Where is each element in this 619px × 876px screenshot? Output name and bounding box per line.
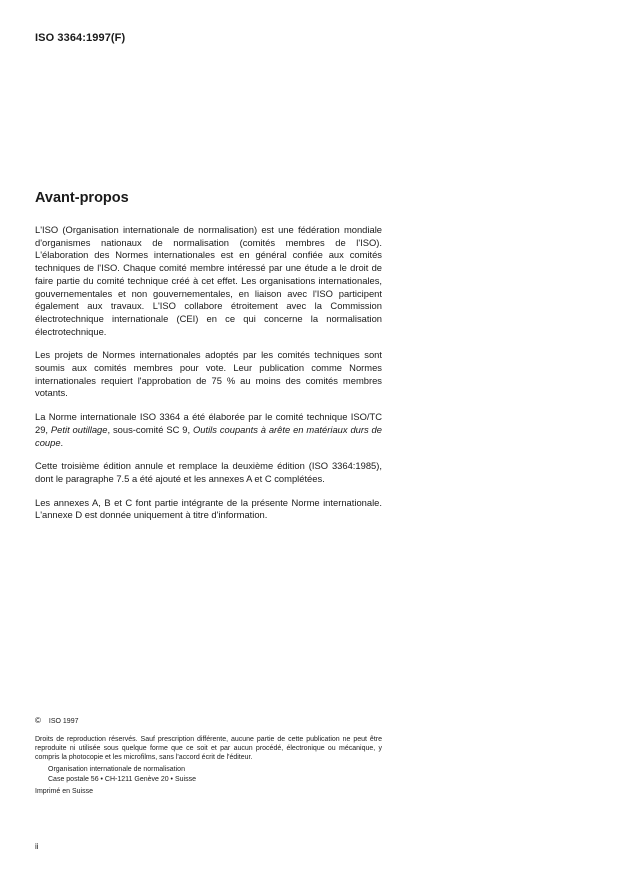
paragraph-2: Les projets de Normes internationales adoptés par les comités techniques sont soumis aux comités membres pour vote. Leur publication comme Normes internationales requiert l'approbation de 75 % au moins des comités membres votants.: [35, 349, 382, 399]
rights-notice: Droits de reproduction réservés. Sauf prescription différente, aucune partie de cette publication ne peut être reproduite ni utilisée sous quelque forme que ce soit et par aucun procédé, électronique ou mécanique, y compris la photocopie et les microfilms, sans l'accord écrit de l'éditeur.: [35, 736, 382, 761]
paragraph-3-end: .: [60, 436, 64, 448]
organisation-address: Case postale 56 • CH-1211 Genève 20 • Suisse: [48, 775, 196, 783]
paragraph-5: Les annexes A, B et C font partie intégrante de la présente Norme internationale. L'annexe D est donnée uniquement à titre d'information.: [35, 496, 382, 521]
copyright-icon: ©: [35, 716, 41, 725]
paragraph-1: L'ISO (Organisation internationale de normalisation) est une fédération mondiale d'organismes nationaux de normalisation (comités membres de l'ISO). L'élaboration des Normes internationales est en général confiée aux comités techniques de l'ISO. Chaque comité membre intéressé par une étude a le droit de faire partie du comité technique créé à cet effet. Les organisations internationales, gouvernementales et non gouvernementales, en liaison avec l'ISO participent également aux travaux. L'ISO collabore étroitement avec la Commission électrotechnique internationale (CEI) en ce qui concerne la normalisation électrotechnique.: [35, 224, 382, 337]
page-number: ii: [35, 842, 39, 851]
foreword-body: [35, 224, 382, 522]
section-title: Avant-propos: [35, 190, 129, 206]
paragraph-3-italic-1: Petit outillage: [50, 423, 108, 435]
printed-in: Imprimé en Suisse: [35, 788, 93, 795]
copyright-line: [35, 716, 382, 726]
paragraph-3: [35, 411, 382, 449]
document-header: ISO 3364:1997(F): [35, 32, 126, 44]
copyright-text: ISO 1997: [48, 718, 79, 725]
paragraph-3-mid: , sous-comité SC 9,: [107, 423, 193, 435]
paragraph-3-italic-2: Outils coupants à arête en matériaux durs de coupe: [35, 423, 382, 448]
copyright-footer: [35, 716, 382, 796]
organisation-name: Organisation internationale de normalisation: [48, 766, 185, 773]
organisation-block: [48, 765, 382, 784]
paragraph-3-start: La Norme internationale ISO 3364 a été élaborée par le comité technique ISO/TC 29,: [35, 411, 382, 435]
paragraph-4: Cette troisième édition annule et remplace la deuxième édition (ISO 3364:1985), dont le paragraphe 7.5 a été ajouté et les annexes A et C complétées.: [35, 460, 382, 484]
